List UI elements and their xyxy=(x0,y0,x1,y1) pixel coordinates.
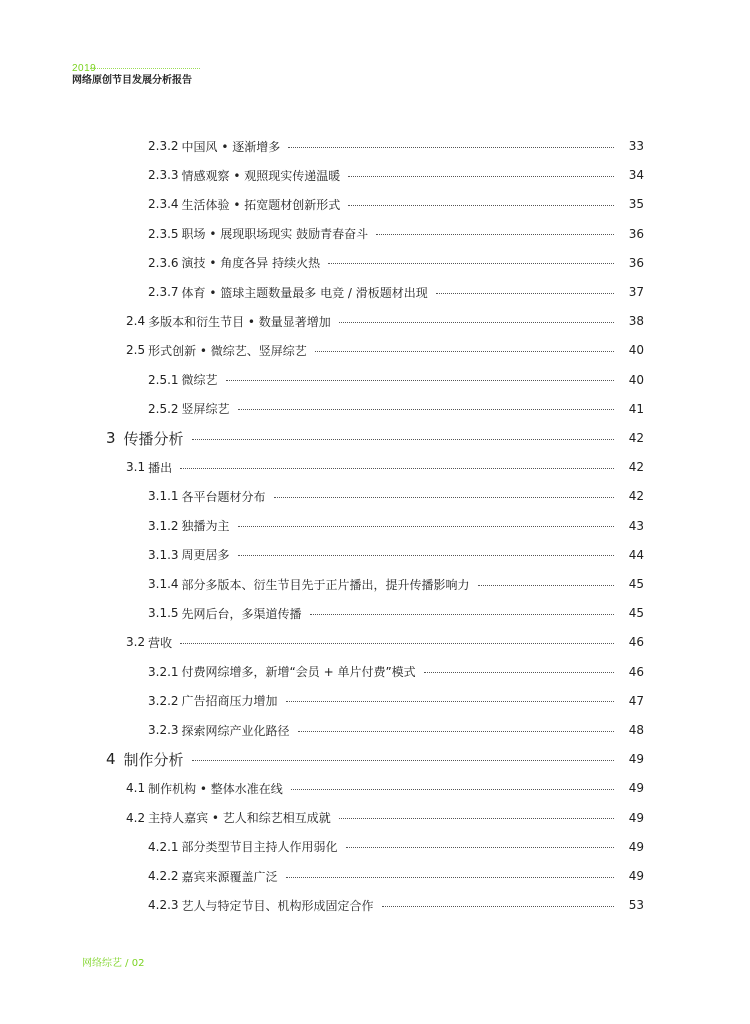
toc-leader-dots xyxy=(376,234,614,235)
toc-leader-dots xyxy=(339,322,614,323)
toc-page-number: 36 xyxy=(628,226,644,241)
toc-number: 3.1.5 xyxy=(148,606,179,621)
toc-label: 生活体验 • 拓宽题材创新形式 xyxy=(181,197,341,212)
toc-number: 2.3.3 xyxy=(148,168,179,183)
toc-label: 形式创新 • 微综艺、竖屏综艺 xyxy=(148,343,307,358)
toc-leader-dots xyxy=(478,585,614,586)
toc-subsection[interactable] xyxy=(148,603,644,623)
toc-number: 3.1.3 xyxy=(148,547,179,562)
toc-page-number: 33 xyxy=(628,139,644,153)
toc-leader-dots xyxy=(436,293,614,294)
toc-page-number: 36 xyxy=(628,255,644,270)
toc-number: 4.1 xyxy=(126,781,146,796)
toc-page-number: 49 xyxy=(628,752,644,767)
toc-number: 2.3.4 xyxy=(148,197,179,212)
toc-number: 4.2.2 xyxy=(148,869,179,883)
toc-label: 播出 xyxy=(148,460,173,475)
toc-subsection[interactable] xyxy=(148,662,644,682)
page-footer: 网络综艺 / 02 xyxy=(82,958,145,969)
toc-subsection[interactable] xyxy=(148,486,644,506)
toc-label: 职场 • 展现职场现实 鼓励青春奋斗 xyxy=(181,227,369,242)
toc-page-number: 38 xyxy=(628,314,644,329)
toc-page-number: 45 xyxy=(628,577,644,591)
toc-section[interactable] xyxy=(126,340,644,360)
toc-leader-dots xyxy=(339,818,614,819)
toc-number: 2.3.5 xyxy=(148,226,179,241)
toc-subsection[interactable] xyxy=(148,224,644,244)
toc-leader-dots xyxy=(310,614,614,615)
toc-leader-dots xyxy=(291,789,614,790)
toc-label: 先网后台，多渠道传播 xyxy=(181,606,302,621)
toc-label: 探索网综产业化路径 xyxy=(181,723,290,738)
toc-label: 部分类型节目主持人作用弱化 xyxy=(181,840,338,855)
toc-subsection[interactable] xyxy=(148,837,644,857)
toc-leader-dots xyxy=(226,380,614,381)
toc-page-number: 40 xyxy=(628,343,644,358)
toc-label: 竖屏综艺 xyxy=(181,402,230,417)
toc-number: 2.3.6 xyxy=(148,255,179,270)
toc-leader-dots xyxy=(238,555,614,556)
toc-label: 营收 xyxy=(148,635,173,650)
toc-label: 各平台题材分布 xyxy=(181,489,266,504)
toc-subsection[interactable] xyxy=(148,574,644,594)
toc-page-number: 35 xyxy=(628,197,644,212)
toc-label: 制作分析 xyxy=(123,750,184,769)
toc-number: 3.1.1 xyxy=(148,489,179,504)
toc-number: 4.2.3 xyxy=(148,898,179,913)
toc-leader-dots xyxy=(286,701,614,702)
toc-page-number: 34 xyxy=(628,168,644,183)
toc-subsection[interactable] xyxy=(148,136,644,156)
toc-subsection[interactable] xyxy=(148,516,644,536)
toc-number: 3.2 xyxy=(126,635,146,650)
toc-subsection[interactable] xyxy=(148,165,644,185)
toc-leader-dots xyxy=(348,205,614,206)
toc-page-number: 49 xyxy=(628,839,644,854)
toc-label: 周更居多 xyxy=(181,548,230,563)
toc-label: 独播为主 xyxy=(181,519,230,534)
toc-chapter[interactable] xyxy=(106,749,644,769)
toc-leader-dots xyxy=(288,147,614,148)
toc-label: 情感观察 • 观照现实传递温暖 xyxy=(181,168,341,183)
toc-number: 2.5.1 xyxy=(148,372,179,387)
toc-number: 4.2.1 xyxy=(148,839,179,854)
toc-subsection[interactable] xyxy=(148,691,644,711)
header-year: 2019 xyxy=(72,63,97,74)
toc-number: 3 xyxy=(106,429,116,447)
toc-label: 中国风 • 逐渐增多 xyxy=(181,139,281,154)
toc-page-number: 49 xyxy=(628,781,644,796)
toc-label: 多版本和衍生节目 • 数量显著增加 xyxy=(148,314,331,329)
toc-number: 2.4 xyxy=(126,314,146,329)
toc-number: 3.2.2 xyxy=(148,693,179,708)
toc-label: 嘉宾来源覆盖广泛 xyxy=(181,869,278,884)
toc-page-number: 41 xyxy=(628,401,644,416)
toc-page-number: 47 xyxy=(628,693,644,708)
toc-page-number: 46 xyxy=(628,664,644,679)
toc-section[interactable] xyxy=(126,808,644,828)
toc-label: 制作机构 • 整体水准在线 xyxy=(148,781,283,796)
toc-subsection[interactable] xyxy=(148,194,644,214)
toc-label: 部分多版本、衍生节目先于正片播出，提升传播影响力 xyxy=(181,577,470,592)
toc-number: 2.5 xyxy=(126,343,146,358)
toc-page-number: 53 xyxy=(628,898,644,913)
toc-leader-dots xyxy=(192,439,614,440)
toc-page-number: 46 xyxy=(628,635,644,650)
toc-number: 4.2 xyxy=(126,810,146,825)
toc-leader-dots xyxy=(315,351,614,352)
toc-number: 3.2.3 xyxy=(148,723,179,737)
toc-leader-dots xyxy=(298,731,614,732)
toc-page-number: 44 xyxy=(628,547,644,562)
toc-chapter[interactable] xyxy=(106,428,644,448)
toc-number: 4 xyxy=(106,750,116,769)
toc-label: 主持人嘉宾 • 艺人和综艺相互成就 xyxy=(148,811,331,826)
toc-label: 体育 • 篮球主题数量最多 电竞 / 滑板题材出现 xyxy=(181,285,428,300)
toc-subsection[interactable] xyxy=(148,895,644,915)
toc-leader-dots xyxy=(382,906,614,907)
toc-subsection[interactable] xyxy=(148,253,644,273)
toc-page-number: 42 xyxy=(628,431,644,445)
toc-label: 演技 • 角度各异 持续火热 xyxy=(181,256,321,271)
toc-leader-dots xyxy=(274,497,614,498)
toc-subsection[interactable] xyxy=(148,545,644,565)
toc-number: 3.1.2 xyxy=(148,518,179,533)
toc-label: 艺人与特定节目、机构形成固定合作 xyxy=(181,898,374,913)
toc-number: 2.5.2 xyxy=(148,401,179,416)
toc-label: 广告招商压力增加 xyxy=(181,694,278,709)
toc-leader-dots xyxy=(346,847,614,848)
toc-leader-dots xyxy=(424,672,614,673)
toc-leader-dots xyxy=(180,643,614,644)
toc-section[interactable] xyxy=(126,632,644,652)
toc-label: 传播分析 xyxy=(123,429,184,448)
toc-page-number: 45 xyxy=(628,606,644,621)
toc-number: 2.3.2 xyxy=(148,139,179,153)
toc-section[interactable] xyxy=(126,778,644,798)
toc-page-number: 49 xyxy=(628,869,644,883)
toc-subsection[interactable] xyxy=(148,720,644,740)
toc-subsection[interactable] xyxy=(148,282,644,302)
toc-section[interactable] xyxy=(126,311,644,331)
toc-leader-dots xyxy=(328,263,614,264)
toc-number: 3.1.4 xyxy=(148,577,179,591)
toc-page-number: 42 xyxy=(628,460,644,475)
toc-page-number: 43 xyxy=(628,518,644,533)
toc-leader-dots xyxy=(286,877,614,878)
toc-page-number: 48 xyxy=(628,723,644,737)
toc-subsection[interactable] xyxy=(148,866,644,886)
toc-label: 微综艺 xyxy=(181,373,218,388)
toc-page-number: 49 xyxy=(628,810,644,825)
toc-leader-dots xyxy=(180,468,614,469)
toc-leader-dots xyxy=(348,176,614,177)
toc-leader-dots xyxy=(238,409,614,410)
toc-subsection[interactable] xyxy=(148,399,644,419)
toc-leader-dots xyxy=(192,760,614,761)
toc-number: 2.3.7 xyxy=(148,285,179,299)
header-title: 网络原创节目发展分析报告 xyxy=(72,75,192,86)
toc-page-number: 40 xyxy=(628,372,644,387)
toc-page-number: 37 xyxy=(628,285,644,299)
toc-section[interactable] xyxy=(126,457,644,477)
toc-leader-dots xyxy=(238,526,614,527)
toc-number: 3.1 xyxy=(126,460,146,475)
toc-subsection[interactable] xyxy=(148,370,644,390)
toc-number: 3.2.1 xyxy=(148,664,179,679)
toc-label: 付费网综增多，新增“会员 + 单片付费”模式 xyxy=(181,665,416,680)
toc-page-number: 42 xyxy=(628,489,644,504)
